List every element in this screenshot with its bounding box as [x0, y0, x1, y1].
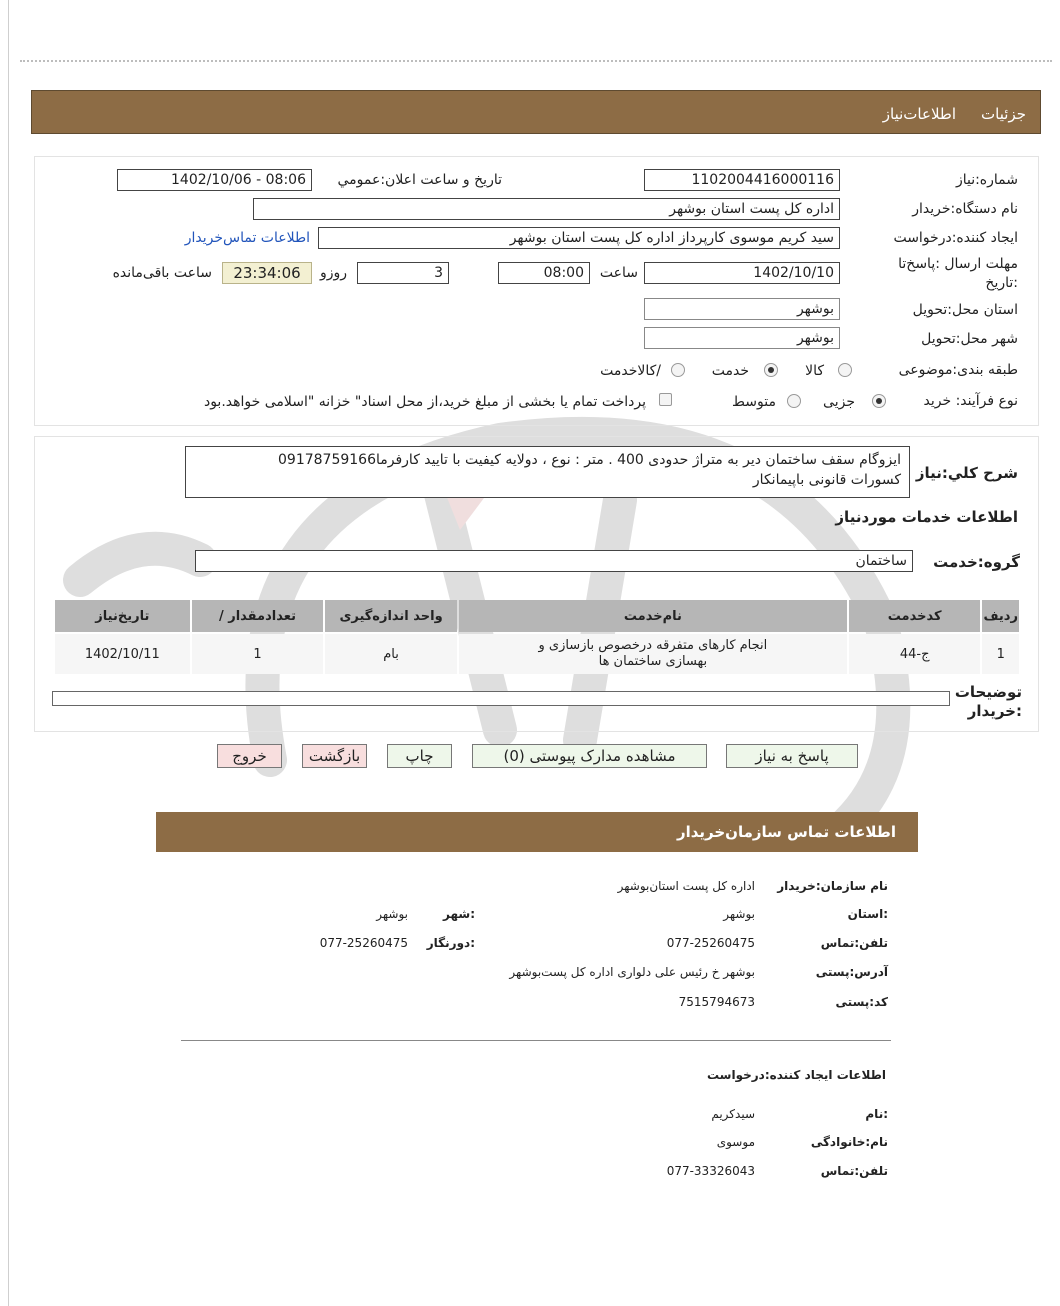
requester-phone-value: 077-33326043	[666, 1164, 755, 1178]
services-heading: اطلاعات خدمات موردنیاز	[835, 508, 1018, 526]
contact-province-value: بوشهر	[723, 907, 755, 921]
category-option-goods: کالا	[805, 363, 824, 379]
category-radio-goods[interactable]	[838, 363, 852, 377]
contact-postal-value: 7515794673	[678, 995, 755, 1009]
back-button[interactable]: بازگشت	[302, 744, 367, 768]
requester-heading: اطلاعات ایجاد کننده:درخواست	[706, 1068, 886, 1082]
buyer-contact-link[interactable]: اطلاعات تماس‌خریدار	[184, 230, 310, 246]
deadline-label-1: مهلت ارسال :پاسخ‌تا	[898, 256, 1018, 272]
process-option-minor: جزیی	[823, 394, 855, 410]
buyer-notes-field	[52, 691, 950, 706]
announce-date-field: 1402/10/06 - 08:06	[117, 169, 312, 191]
category-radio-service[interactable]	[764, 363, 778, 377]
reply-button[interactable]: پاسخ به نیاز	[726, 744, 858, 768]
tab-need-info[interactable]: اطلاعات‌نیاز	[882, 105, 956, 123]
services-table	[53, 598, 1021, 676]
city-field: بوشهر	[644, 327, 840, 349]
service-group-label: گروه:خدمت	[933, 553, 1020, 571]
contact-city-value: بوشهر	[376, 907, 408, 921]
need-info-panel	[34, 156, 1039, 426]
category-label: طبقه بندی:موضوعی	[898, 362, 1018, 378]
category-option-service: خدمت	[711, 363, 749, 379]
cell-need-date: 1402/10/11	[55, 634, 190, 674]
left-border	[8, 0, 9, 1306]
need-number-label: شماره:نیاز	[955, 172, 1018, 188]
org-label: نام سازمان:خریدار	[777, 879, 888, 893]
contact-city-label: :شهر	[443, 907, 475, 921]
days-field: 3	[357, 262, 449, 284]
service-group-field: ساختمان	[195, 550, 913, 572]
cell-service-name	[459, 634, 847, 674]
org-value: اداره کل پست استان‌بوشهر	[617, 879, 755, 893]
description-line-2: کسورات قانونی باپیمانکار	[752, 472, 901, 488]
view-attachments-button[interactable]: مشاهده مدارک پیوستی (0)	[472, 744, 707, 768]
header-tab-bar	[31, 90, 1041, 134]
col-service-code: کدخدمت	[849, 600, 981, 632]
buyer-contact-heading: اطلاعات تماس سازمان‌خریدار	[676, 823, 896, 841]
contact-province-label: :استان	[847, 907, 888, 921]
contact-phone-label: تلفن:تماس	[820, 936, 888, 950]
contact-address-label: آدرس:پستی	[815, 965, 888, 979]
table-header-row	[55, 600, 1019, 632]
buyer-contact-header	[156, 812, 918, 852]
province-field: بوشهر	[644, 298, 840, 320]
service-name-line-1: انجام کارهای متفرقه درخصوص بازسازی و	[538, 638, 768, 653]
process-label: نوع فرآیند: خرید	[923, 393, 1018, 409]
col-need-date: تاریخ‌نیاز	[55, 600, 190, 632]
requester-name-label: :نام	[865, 1107, 888, 1121]
deadline-label-2: :تاریخ	[985, 275, 1018, 291]
category-option-goods-service: /کالاخدمت	[600, 363, 661, 379]
deadline-time-field: 08:00	[498, 262, 590, 284]
payment-checkbox[interactable]	[659, 393, 672, 406]
col-service-name: نام‌خدمت	[459, 600, 847, 632]
col-quantity: / تعدادمقدار	[192, 600, 324, 632]
requester-name-value: سیدکریم	[711, 1107, 755, 1121]
remaining-label: ساعت باقی‌مانده	[112, 265, 212, 281]
deadline-date-field: 1402/10/10	[644, 262, 840, 284]
buyer-notes-label-2: :خریدار	[967, 702, 1022, 720]
cell-unit: بام	[325, 634, 457, 674]
buyer-org-label: نام دستگاه:خریدار	[912, 201, 1018, 217]
cell-quantity: 1	[192, 634, 324, 674]
announce-label: تاریخ و ساعت اعلان:عمومي	[337, 172, 502, 188]
process-radio-minor[interactable]	[872, 394, 886, 408]
requester-family-label: نام:خانوادگی	[810, 1135, 888, 1149]
description-box	[185, 446, 910, 498]
process-option-medium: متوسط	[732, 394, 776, 410]
province-label: استان محل:تحویل	[912, 302, 1018, 318]
print-button[interactable]: چاپ	[387, 744, 452, 768]
remaining-time-badge: 23:34:06	[222, 262, 312, 284]
buyer-notes-label-1: توضیحات	[954, 683, 1022, 701]
creator-field: سید کریم موسوی کارپرداز اداره کل پست استان بوشهر	[318, 227, 840, 249]
category-radio-goods-service[interactable]	[671, 363, 685, 377]
contact-fax-label: :دورنگار	[426, 936, 475, 950]
col-row: ردیف	[982, 600, 1019, 632]
cell-service-code: ج-44	[849, 634, 981, 674]
contact-phone-value: 077-25260475	[666, 936, 755, 950]
tab-details[interactable]: جزئيات	[981, 105, 1026, 123]
days-label: روزو	[319, 265, 347, 281]
dotted-separator	[20, 60, 1052, 62]
description-label: شرح کلي:نیاز	[915, 464, 1018, 482]
contact-postal-label: کد:پستی	[835, 995, 888, 1009]
section-divider	[181, 1040, 891, 1041]
payment-note: پرداخت تمام یا بخشی از مبلغ خرید،از محل اسناد" خزانه "اسلامی خواهد.بود	[203, 394, 646, 410]
city-label: شهر محل:تحویل	[921, 331, 1018, 347]
need-number-field: 1102004416000116	[644, 169, 840, 191]
service-name-line-2: بهسازی ساختمان ها	[598, 654, 708, 669]
cell-row-number: 1	[982, 634, 1019, 674]
buyer-org-field: اداره کل پست استان بوشهر	[253, 198, 840, 220]
table-row	[55, 634, 1019, 674]
requester-phone-label: تلفن:تماس	[820, 1164, 888, 1178]
requester-family-value: موسوی	[716, 1135, 755, 1149]
col-unit: واحد اندازه‌گیری	[325, 600, 457, 632]
creator-label: ایجاد کننده:درخواست	[893, 230, 1018, 246]
process-radio-medium[interactable]	[787, 394, 801, 408]
time-label: ساعت	[599, 265, 638, 281]
contact-fax-value: 077-25260475	[319, 936, 408, 950]
contact-address-value: بوشهر خ رئیس علی دلواری اداره کل پست‌بوشهر	[509, 965, 755, 979]
exit-button[interactable]: خروج	[217, 744, 282, 768]
description-line-1: ایزوگام سقف ساختمان دیر به متراژ حدودی 400 . متر : نوع ، دولایه کیفیت با تایید کارفرما09178759166	[278, 452, 901, 468]
